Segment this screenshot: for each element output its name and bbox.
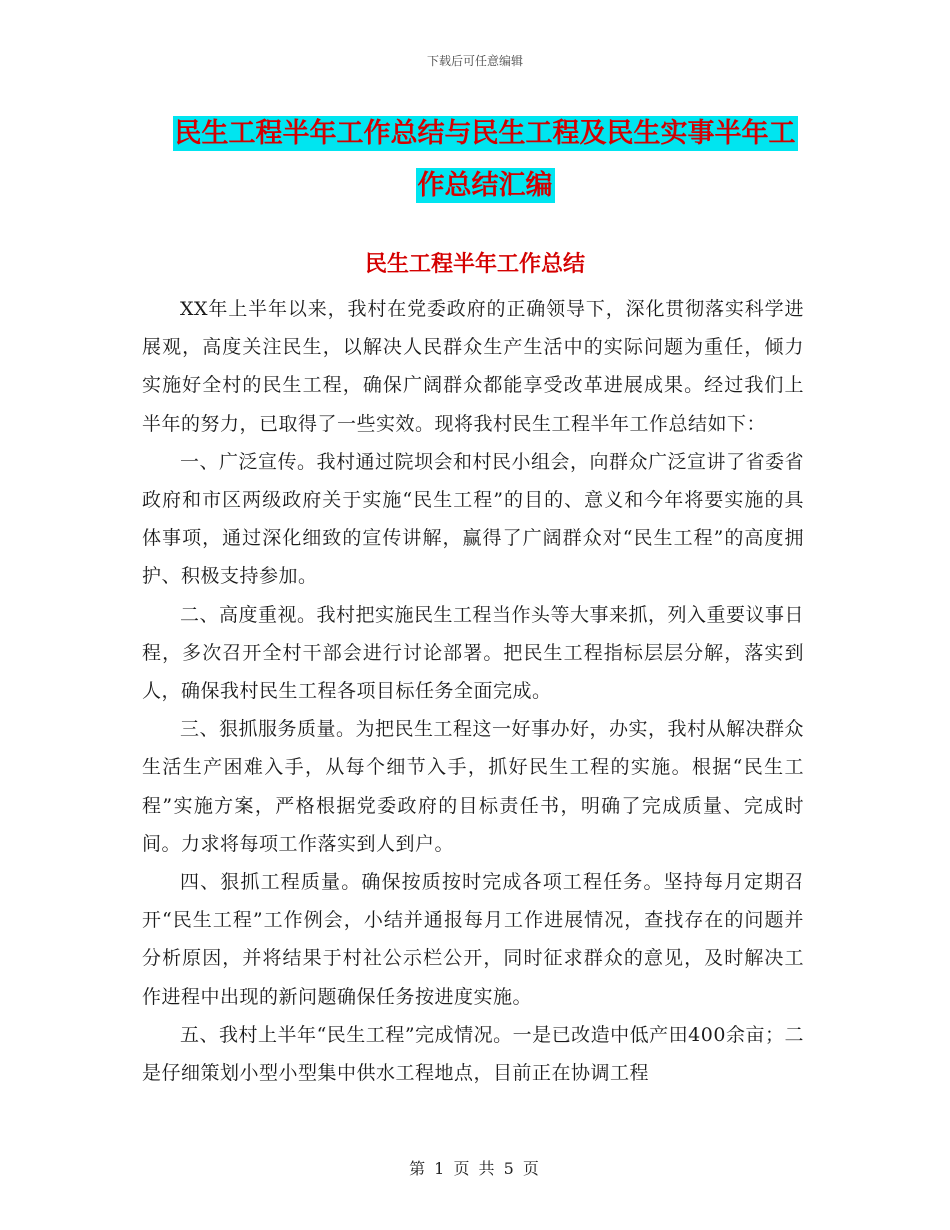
paragraph: 二、高度重视。我村把实施民生工程当作头等大事来抓，列入重要议事日程，多次召开全村干部会进行讨论部署。把民生工程指标层层分解，落实到人，确保我村民生工程各项目标任务全面完成。 [142,603,805,703]
page-number: 第 1 页 共 5 页 [409,1159,541,1178]
paragraph: XX年上半年以来，我村在党委政府的正确领导下，深化贯彻落实科学进展观，高度关注民生，以解决人民群众生产生活中的实际问题为重任，倾力实施好全村的民生工程，确保广阔群众都能享受改革进展成果。经过我们上半年的努力，已取得了一些实效。现将我村民生工程半年工作总结如下： [142,298,804,435]
document-title [140,108,830,212]
section-title: 民生工程半年工作总结 [364,252,585,277]
paragraph: 一、广泛宣传。我村通过院坝会和村民小组会，向群众广泛宣讲了省委省政府和市区两级政府关于实施“民生工程”的目的、意义和今年将要实施的具体事项，通过深化细致的宣传讲解，赢得了广阔群众对“民生工程”的高度拥护、积极支持参加。 [142,450,805,588]
paragraph: 三、狠抓服务质量。为把民生工程这一好事办好，办实，我村从解决群众生活生产困难入手，从每个细节入手，抓好民生工程的实施。根据“民生工程”实施方案，严格根据党委政府的目标责任书，明确了完成质量、完成时间。力求将每项工作落实到人到户。 [142,718,805,855]
paragraph: 四、狠抓工程质量。确保按质按时完成各项工程任务。坚持每月定期召开“民生工程”工作例会，小结并通报每月工作进展情况，查找存在的问题并分析原因，并将结果于村社公示栏公开，同时征求群众的意见，及时解决工作进程中出现的新问题确保任务按进度实施。 [142,871,804,1008]
title-line-2: 作总结汇编 [417,170,553,201]
header-note: 下载后可任意编辑 [426,54,523,68]
document-body [142,290,804,1092]
paragraph: 五、我村上半年“民生工程”完成情况。一是已改造中低产田400余亩；二是仔细策划小型小型集中供水工程地点，目前正在协调工程 [142,1023,804,1085]
title-line-1: 民生工程半年工作总结与民生工程及民生实事半年工 [174,118,796,149]
